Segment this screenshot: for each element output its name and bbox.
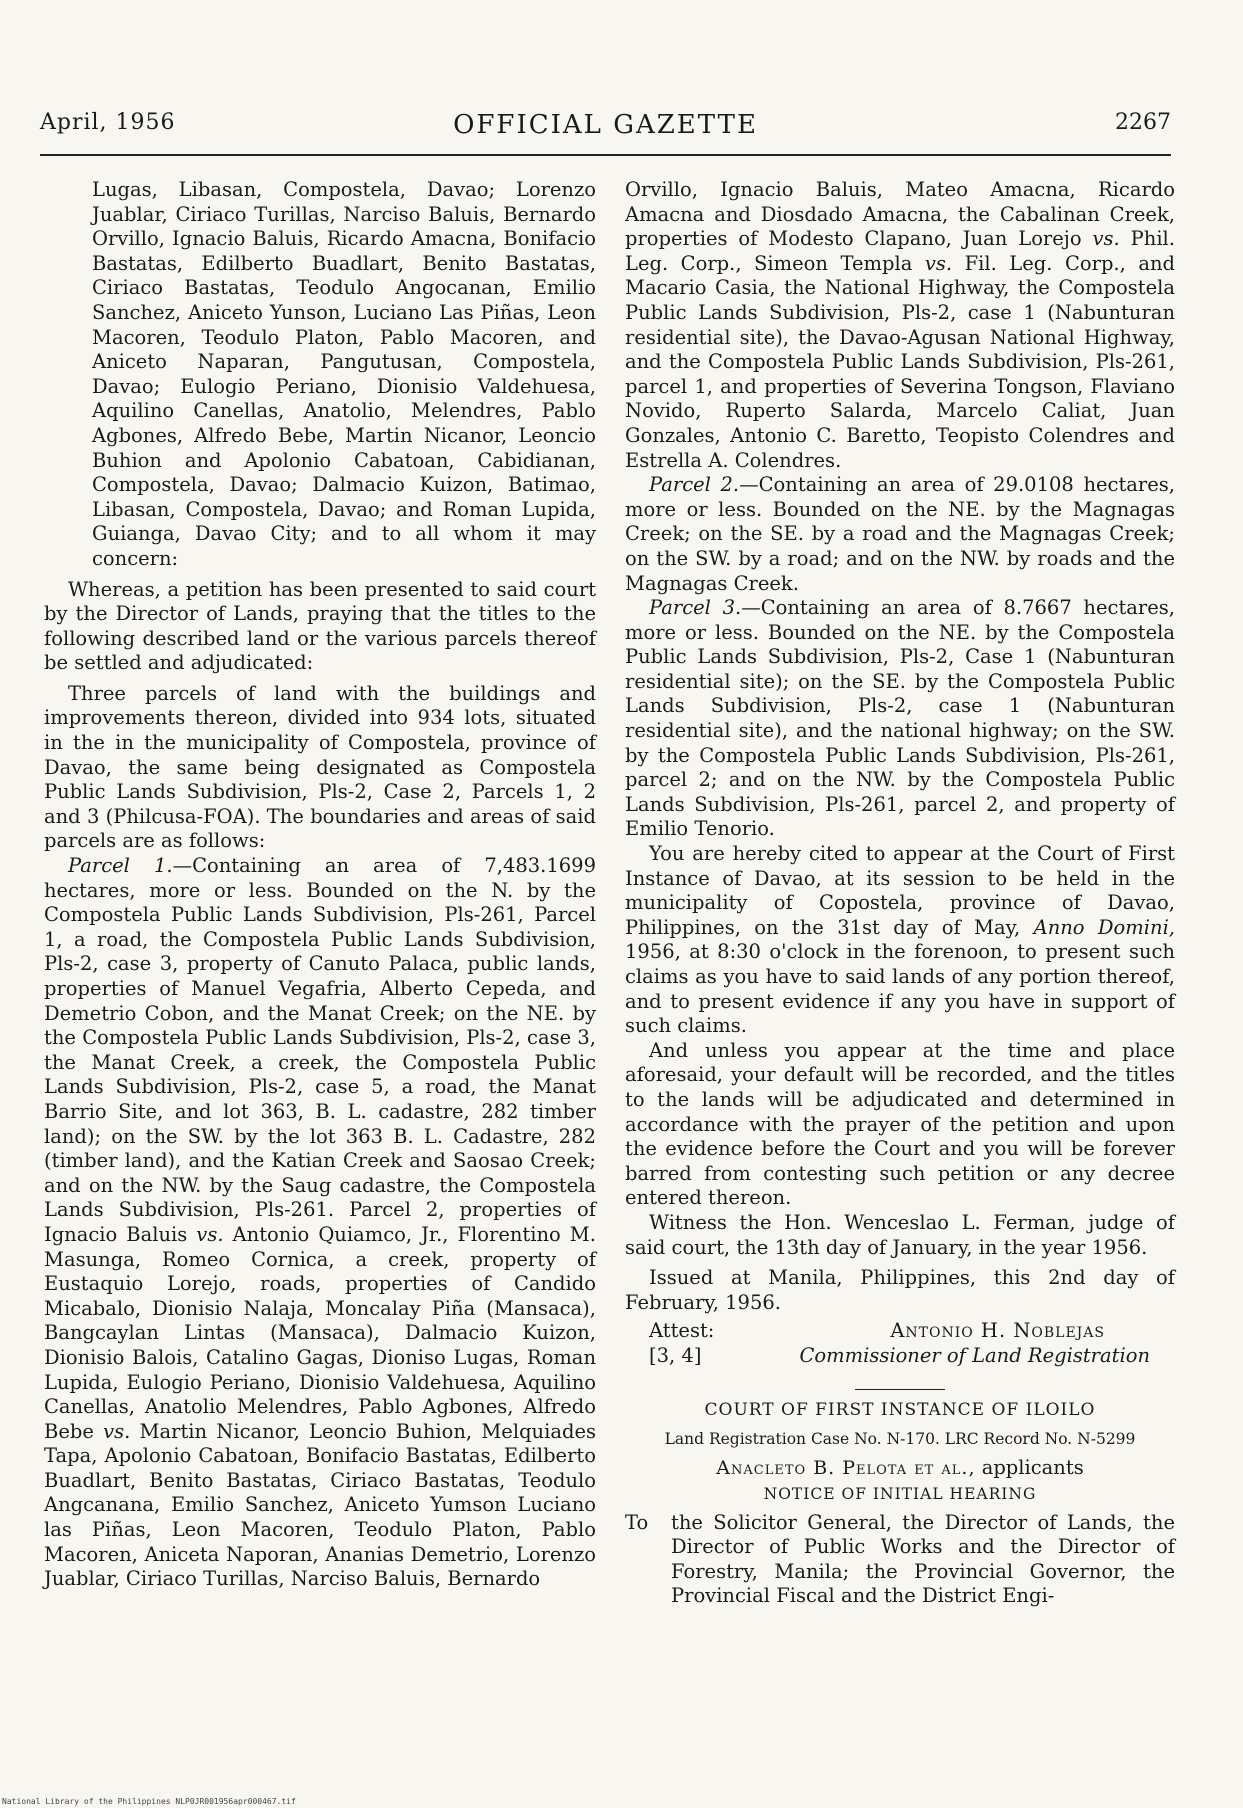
versus-text: vs. [1092,227,1120,251]
default-paragraph: And unless you appear at the time and place aforesaid, your default will be recorded, and the titles to the lands will be adjudicated and determined in accordance with the prayer of the petition and upon the evidence before the Court and you will be forever barred from contesting such petition or any decree entered thereon. [625,1038,1175,1210]
versus-text: vs. [103,1419,131,1443]
court-heading: COURT OF FIRST INSTANCE OF ILOILO [704,1400,1096,1421]
parcels-description: Three parcels of land with the buildings and improvements thereon, divided into 934 lots, situated in the in the municipality of Compostela, province of Davao, the same being designated as Compostela Public Lands Subdivision, Pls-2, Case 2, Parcels 1, 2 and 3 (Philcusa-FOA). The boundaries and areas of said parcels are as follows: [44,681,596,853]
parcel-2-text: —Containing an area of 29.0108 hectares, more or less. Bounded on the NE. by the Magnagas Creek; on the SE. by a road and the Magnagas Creek; on the SW. by a road; and on the NW. by roads and the Magnagas Creek. [625,473,1175,595]
parcel-1-continued-a: Orvillo, Ignacio Baluis, Mateo Amacna, Ricardo Amacna and Diosdado Amacna, the Cabalinan Creek, properties of Modesto Clapano, Juan Lorejo [625,178,1175,251]
notice-title: NOTICE OF INITIAL HEARING [763,1485,1037,1504]
applicants-name: Anacleto B. Pelota et al., [716,1456,976,1479]
parcel-1-continued [625,178,1175,473]
parcel-3-text: —Containing an area of 8.7667 hectares, more or less. Bounded on the NE. by the Compostela Public Lands Subdivision, Pls-2, Case 1 (Nabunturan residential site); on the SE. by the Compostela Public Lands Subdivision, Pls-2, case 1 (Nabunturan residential site), and the national highway; on the SW. by the Compostela Public Lands Subdivision, Pls-261, parcel 2; and on the NW. by the Compostela Public Lands Subdivision, Pls-261, parcel 2, and property of Emilio Tenorio. [625,596,1175,841]
attest-reference: [3, 4] [649,1344,702,1368]
versus-text: vs. [196,1222,224,1246]
left-column [44,178,596,1592]
parcel-3-label: Parcel 3. [649,596,742,620]
issue-date: April, 1956 [40,110,176,135]
parcel-2-label: Parcel 2. [649,473,740,497]
to-label: To [625,1510,649,1534]
versus-text: vs. [924,251,953,275]
page-header [40,110,1171,150]
witness-paragraph: Witness the Hon. Wenceslao L. Ferman, judge of said court, the 13th day of January, in the year 1956. [625,1210,1175,1259]
commissioner-name: Antonio H. Noblejas [890,1319,1105,1343]
publication-title: OFFICIAL GAZETTE [453,110,758,140]
whereas-paragraph: Whereas, a petition has been presented to said court by the Director of Lands, praying that the titles to the following described land or the various parcels thereof be settled and adjudicated: [44,577,596,675]
issued-paragraph: Issued at Manila, Philippines, this 2nd day of February, 1956. [625,1266,1175,1314]
addressees-continued: Lugas, Libasan, Compostela, Davao; Lorenzo Juablar, Ciriaco Turillas, Narciso Baluis, Bernardo Orvillo, Ignacio Baluis, Ricardo Amacna, Bonifacio Bastatas, Edilberto Buadlart, Benito Bastatas, Ciriaco Bastatas, Teodulo Angocanan, Emilio Sanchez, Aniceto Yunson, Luciano Las Piñas, Leon Macoren, Teodulo Platon, Pablo Macoren, and Aniceto Naparan, Pangutusan, Compostela, Davao; Eulogio Periano, Dionisio Valdehuesa, Aquilino Canellas, Anatolio, Melendres, Pablo Agbones, Alfredo Bebe, Martin Nicanor, Leoncio Buhion and Apolonio Cabatoan, Cabidianan, Compostela, Davao; Dalmacio Kuizon, Batimao, Libasan, Compostela, Davao; and Roman Lupida, Guianga, Davao City; and to all whom it may concern: [92,178,596,570]
citation-paragraph [625,842,1175,1039]
parcel-1-label: Parcel 1. [68,854,173,878]
commissioner-title: Commissioner of Land Registration [799,1344,1150,1368]
case-number-line: Land Registration Case No. N-170. LRC Record No. N-5299 [664,1429,1136,1448]
attestation-block [625,1319,1175,1369]
addressee-text: the Solicitor General, the Director of Lands, the Director of Public Works and the Director of Forestry, Manila; the Provincial Governor, the Provincial Fiscal and the District Engi- [671,1510,1175,1608]
addressee-paragraph [625,1511,1175,1609]
citation-text-a: You are hereby cited to appear at the Court of First Instance of Davao, at its session to be held in the municipality of Copostela, province of Davao, Philippines, on the 31st day of May, [625,842,1175,939]
citation-text-b: 1956, at 8:30 o'clock in the forenoon, to present such claims as you have to said lands of any portion thereof, and to present evidence if any you have in support of such claims. [625,940,1175,1038]
parcel-1-text-2: Antonio Quiamco, Jr., Florentino M. Masunga, Romeo Cornica, a creek, property of Eustaquio Lorejo, roads, properties of Candido Micabalo, Dionisio Nalaja, Moncalay Piña (Mansaca), Bangcaylan Lintas (Mansaca), Dalmacio Kuizon, Dionisio Balois, Catalino Gagas, Dioniso Lugas, Roman Lupida, Eulogio Periano, Dionisio Valdehuesa, Aquilino Canellas, Anatolio Melendres, Pablo Agbones, Alfredo Bebe [44,1222,596,1443]
header-rule [40,154,1171,156]
section-divider [855,1389,945,1390]
applicants-suffix: applicants [975,1455,1084,1479]
parcel-2-paragraph [625,473,1175,596]
page-number: 2267 [1115,110,1171,135]
parcel-1-text-3: Martin Nicanor, Leoncio Buhion, Melquiades Tapa, Apolonio Cabatoan, Bonifacio Bastatas, Edilberto Buadlart, Benito Bastatas, Ciriaco Bastatas, Teodulo Angcanana, Emilio Sanchez, Aniceto Yumson Luciano las Piñas, Leon Macoren, Teodulo Platon, Pablo Macoren, Aniceta Naporan, Ananias Demetrio, Lorenzo Juablar, Ciriaco Turillas, Narciso Baluis, Bernardo [44,1419,597,1591]
right-column [625,178,1175,1609]
applicants-line [625,1456,1175,1481]
scan-footer: National Library of the Philippines NLP0JR001956apr000467.tif [2,1797,296,1806]
attest-label: Attest: [649,1319,715,1343]
anno-domini: Anno Domini, [1033,915,1176,939]
parcel-3-paragraph [625,596,1175,842]
parcel-1-paragraph [44,854,596,1592]
parcel-1-continued-c: Fil. Leg. Corp., and Macario Casia, the National Highway, the Compostela Public Lands Subdivision, Pls-2, case 1 (Nabunturan residential site), the Davao-Agusan National Highway, and the Compostela Public Lands Subdivision, Pls-261, parcel 1, and properties of Severina Tongson, Flaviano Novido, Ruperto Salarda, Marcelo Caliat, Juan Gonzales, Antonio C. Baretto, Teopisto Colendres and Estrella A. Colendres. [625,251,1175,472]
parcel-1-text: —Containing an area of 7,483.1699 hectares, more or less. Bounded on the N. by the Compostela Public Lands Subdivision, Pls-261, Parcel 1, a road, the Compostela Public Lands Subdivision, Pls-2, case 3, property of Canuto Palaca, public lands, properties of Manuel Vegafria, Alberto Cepeda, and Demetrio Cobon, and the Manat Creek; on the NE. by the Compostela Public Lands Subdivision, Pls-2, case 3, the Manat Creek, a creek, the Compostela Public Lands Subdivision, Pls-2, case 5, a road, the Manat Barrio Site, and lot 363, B. L. cadastre, 282 timber land); on the SW. by the lot 363 B. L. Cadastre, 282 (timber land), and the Katian Creek and Saosao Creek; and on the NW. by the Saug cadastre, the Compostela Lands Subdivision, Pls-261. Parcel 2, properties of Ignacio Baluis [44,854,596,1246]
parcel-1-continued-b: Phil. Leg. Corp., Simeon Templa [625,227,1175,275]
